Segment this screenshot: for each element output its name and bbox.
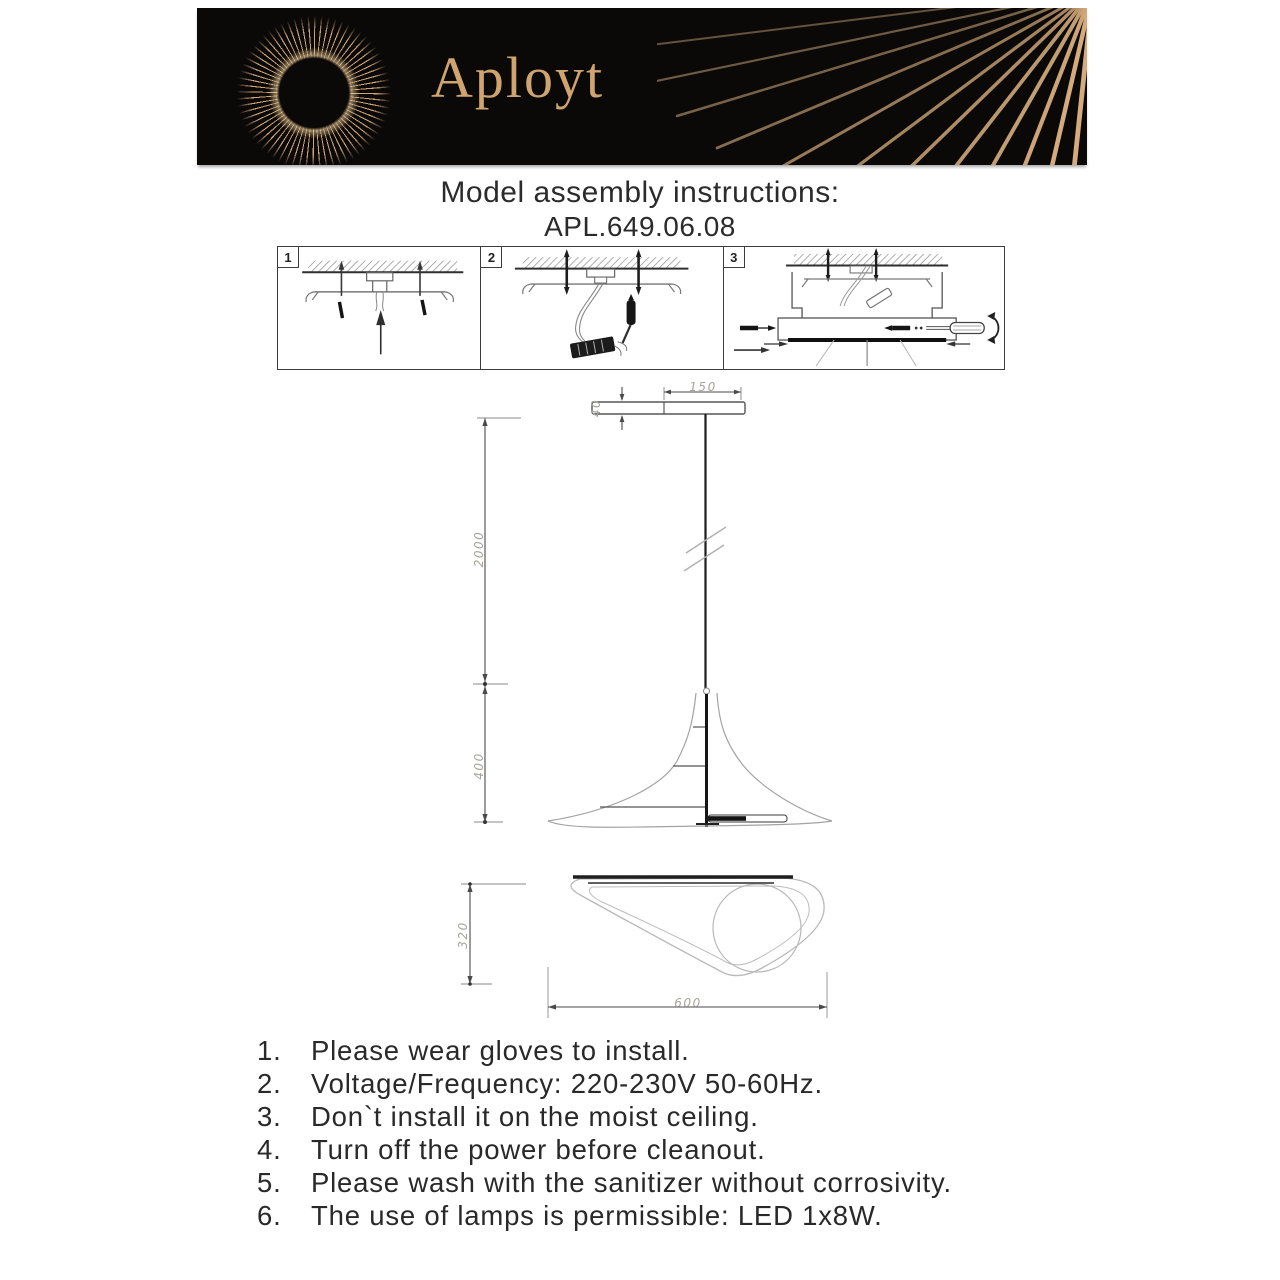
instruction-item — [257, 1133, 1097, 1166]
brand-banner — [197, 8, 1087, 165]
instruction-number: 5. — [257, 1167, 282, 1198]
instruction-number: 3. — [257, 1101, 282, 1132]
step-2-panel — [480, 247, 722, 369]
instruction-text: Turn off the power before cleanout. — [311, 1134, 766, 1165]
instruction-text: Voltage/Frequency: 220-230V 50-60Hz. — [311, 1068, 823, 1099]
pendant-dimension-drawing — [430, 375, 870, 1035]
instruction-text: Please wear gloves to install. — [311, 1035, 690, 1066]
instruction-text: Don`t install it on the moist ceiling. — [311, 1101, 759, 1132]
canopy-height-dim-label: 40 — [589, 398, 603, 418]
corner-rays-icon — [657, 8, 1087, 165]
step-number-badge: 3 — [724, 247, 745, 268]
step-number-badge: 2 — [481, 247, 502, 268]
instruction-number: 6. — [257, 1200, 282, 1231]
assembly-steps-row — [277, 246, 1005, 370]
wiring-connection-diagram — [481, 247, 722, 369]
instruction-number: 2. — [257, 1068, 282, 1099]
suspension-dim-label: 2000 — [472, 530, 486, 568]
canopy-fastening-diagram — [724, 247, 1004, 369]
instruction-text: The use of lamps is permissible: LED 1x8W. — [311, 1200, 883, 1231]
shade-height-dim-label: 400 — [472, 752, 486, 780]
instruction-number: 1. — [257, 1035, 282, 1066]
instruction-text: Please wash with the sanitizer without corrosivity. — [311, 1167, 952, 1198]
top-view-depth-dim-label: 320 — [456, 921, 470, 949]
instruction-item — [257, 1067, 1097, 1100]
instruction-item — [257, 1100, 1097, 1133]
step-1-panel — [278, 247, 480, 369]
instruction-item — [257, 1166, 1097, 1199]
canopy-width-dim-label: 150 — [689, 380, 717, 394]
ceiling-bracket-mounting-diagram — [278, 247, 480, 369]
page-title: Model assembly instructions: — [440, 176, 840, 209]
instruction-list — [257, 1034, 1097, 1232]
top-view-width-dim-label: 600 — [674, 996, 702, 1010]
model-number: APL.649.06.08 — [544, 211, 736, 242]
starburst-logo-icon — [235, 14, 393, 165]
brand-logotype: Aployt — [431, 45, 605, 110]
step-number-badge: 1 — [278, 247, 299, 268]
instruction-item — [257, 1034, 1097, 1067]
instruction-item — [257, 1199, 1097, 1232]
instruction-number: 4. — [257, 1134, 282, 1165]
step-3-panel — [723, 247, 1004, 369]
